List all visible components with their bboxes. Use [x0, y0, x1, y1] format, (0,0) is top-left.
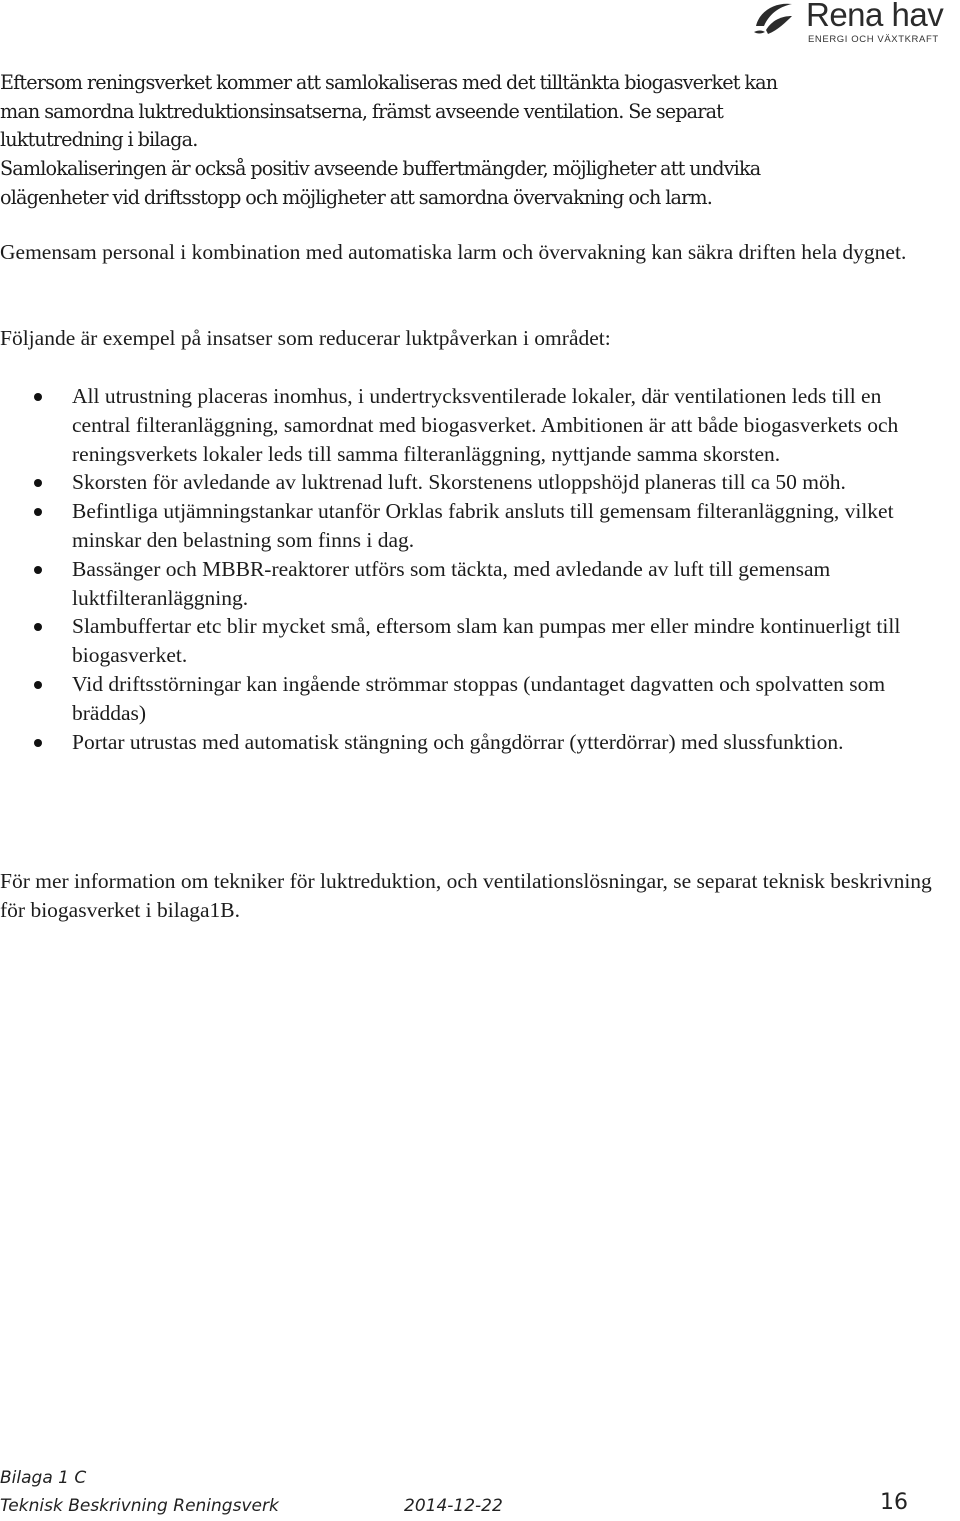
list-item-text: Befintliga utjämningstankar utanför Orklas fabrik ansluts till gemensam filteranläggning, vilket minskar den belastning som finns i dag. [72, 499, 894, 552]
more-info-paragraph [0, 867, 960, 925]
bullet-icon [34, 566, 42, 574]
text-line: luktutredning i bilaga. [0, 128, 198, 152]
intro-text: Följande är exempel på insatser som reducerar luktpåverkan i området: [0, 326, 611, 350]
colocation-paragraph [0, 69, 960, 213]
bullet-icon [34, 479, 42, 487]
footer-document-title: Teknisk Beskrivning Reningsverk [0, 1496, 279, 1516]
bullet-icon [34, 508, 42, 516]
text-line: man samordna luktreduktionsinsatserna, främst avseende ventilation. Se separat [0, 99, 724, 123]
logo-title: Rena hav [806, 0, 944, 33]
measures-list [0, 382, 960, 756]
footer-appendix: Bilaga 1 C [0, 1468, 87, 1488]
bullet-icon [34, 739, 42, 747]
page-number: 16 [880, 1490, 908, 1515]
footer-date: 2014-12-22 [404, 1496, 503, 1516]
staff-paragraph [0, 238, 960, 267]
bullet-icon [34, 623, 42, 631]
staff-text: Gemensam personal i kombination med automatiska larm och övervakning kan säkra driften hela dygnet. [0, 240, 907, 264]
list-item-text: Slambuffertar etc blir mycket små, eftersom slam kan pumpas mer eller mindre kontinuerligt till biogasverket. [72, 614, 901, 668]
text-line: Eftersom reningsverket kommer att samlokaliseras med det tilltänkta biogasverket kan [0, 71, 778, 94]
bullet-icon [34, 681, 42, 689]
list-item-text: Portar utrustas med automatisk stängning och gångdörrar (ytterdörrar) med slussfunktion. [72, 729, 844, 754]
measures-intro-paragraph [0, 324, 960, 353]
list-item [0, 382, 960, 468]
more-info-text: För mer information om tekniker för luktreduktion, och ventilationslösningar, se separat teknisk beskrivning för biogasverket i bilaga1B. [0, 869, 932, 922]
list-item-text: Skorsten för avledande av luktrenad luft. Skorstenens utloppshöjd planeras till ca 50 möh. [72, 470, 846, 495]
list-item [0, 555, 960, 613]
list-item [0, 728, 960, 757]
rena-hav-logo [752, 0, 960, 46]
bullet-icon [34, 393, 42, 401]
text-line: Samlokaliseringen är också positiv avseende buffertmängder, möjligheter att undvika [0, 157, 761, 181]
list-item [0, 497, 960, 555]
list-item-text: All utrustning placeras inomhus, i undertrycksventilerade lokaler, där ventilationen leds till en central filteranläggning, samordnat med biogasverket. Ambitionen är att både biogasverkets och reningsverkets lokaler leds till samma filteranläggning, nyttjande samma skorsten. [72, 384, 899, 466]
logo-subtitle: ENERGI OCH VÄXTKRAFT [808, 34, 939, 45]
list-item-text: Bassänger och MBBR-reaktorer utförs som täckta, med avledande av luft till gemensam luktfilteranläggning. [72, 556, 831, 610]
text-line: olägenheter vid driftsstopp och möjligheter att samordna övervakning och larm. [0, 185, 713, 209]
list-item [0, 612, 960, 670]
list-item [0, 468, 960, 497]
list-item-text: Vid driftsstörningar kan ingående strömmar stoppas (undantaget dagvatten och spolvatten som bräddas) [72, 671, 886, 725]
rena-hav-logo-mark-icon [752, 0, 794, 36]
list-item [0, 670, 960, 728]
